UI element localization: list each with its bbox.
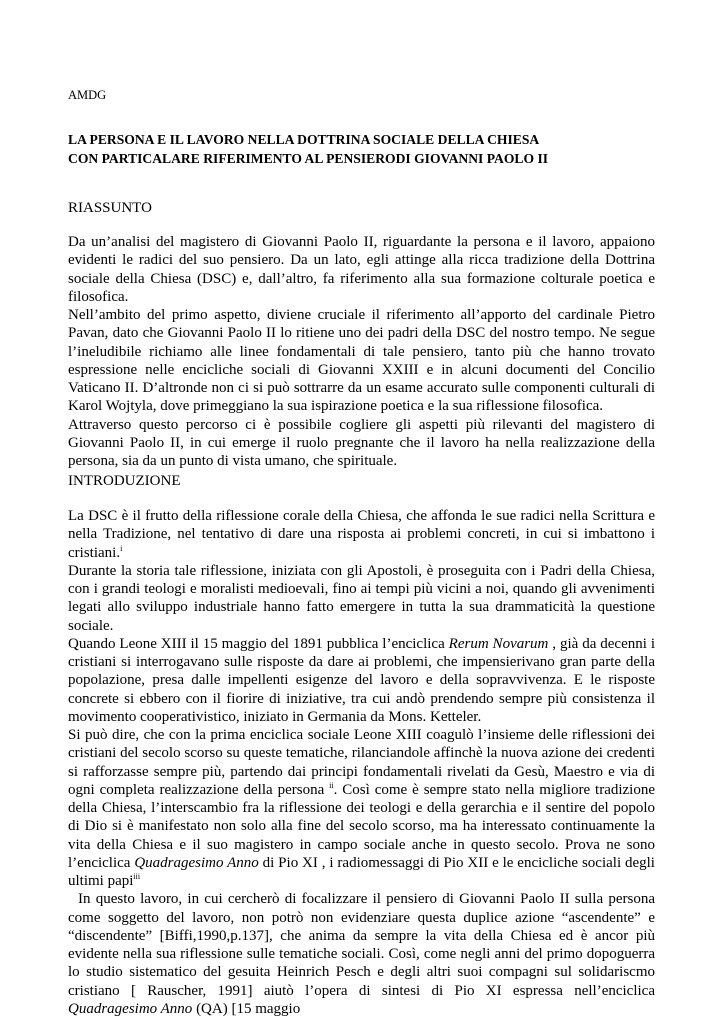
quadragesimo-anno-title-2: Quadragesimo Anno — [68, 1000, 193, 1017]
intro-paragraph-2: Durante la storia tale riflessione, iniziata con gli Apostoli, è proseguita con i Padri della Chiesa, con i grandi teologi e moralisti medioevali, fino ai tempi più vicini a noi, quando gli avvenimenti legati allo sviluppo industriale hanno fatto emergere in tutta la sua drammaticità la questione sociale. — [68, 562, 655, 634]
riassunto-paragraph-3: Attraverso questo percorso ci è possibile cogliere gli aspetti più rilevanti del magistero di Giovanni Paolo II, in cui emerge il ruolo pregnante che il lavoro ha nella realizzazione della persona, sia da un punto di vista umano, che spirituale. — [68, 416, 655, 469]
intro-p5-text-a: In questo lavoro, in cui cercherò di focalizzare il pensiero di Giovanni Paolo II sulla persona come soggetto del lavoro, non potrò non evidenziare questa duplice azione “ascendente” e “discendente” [Biffi,1990,p.137], che anima da sempre la vita della Chiesa ed è ancor più evidente nella sua riflessione sulle tematiche sociali. Così, come negli anni del primo dopoguerra lo studio sistematico del gesuita Heinrich Pesch e degli altri suoi compagni sul solidariscmo cristiano [ Rauscher, 1991] aiutò l’opera di sintesi di Pio XI espressa nell’enciclica — [68, 891, 655, 999]
intro-paragraph-1 — [68, 507, 655, 562]
title-line-2: CON PARTICALARE RIFERIMENTO AL PENSIERODI GIOVANNI PAOLO II — [68, 151, 549, 166]
intro-p1-text: La DSC è il frutto della riflessione corale della Chiesa, che affonda le sue radici nella Scrittura e nella Tradizione, nel tentativo di dare una risposta ai problemi concreti, in cui si imbattono i cristiani. — [68, 508, 655, 561]
header-amdg: AMDG — [68, 88, 107, 102]
intro-p3-text-a: Quando Leone XIII il 15 maggio del 1891 pubblica l’enciclica — [68, 635, 449, 652]
title-line-1: LA PERSONA E IL LAVORO NELLA DOTTRINA SOCIALE DELLA CHIESA — [68, 132, 540, 147]
footnote-ref-i[interactable]: i — [120, 543, 123, 553]
intro-paragraph-5 — [68, 890, 655, 1018]
footnote-ref-iii[interactable]: iii — [133, 872, 141, 881]
introduzione-section — [68, 507, 655, 1018]
intro-p4-text-c: di Pio XI , i radiomessaggi di Pio XII e le encicliche sociali degli ultimi papi — [68, 854, 655, 889]
rerum-novarum-title: Rerum Novarum — [448, 635, 549, 652]
document-title — [68, 130, 548, 168]
riassunto-paragraph-1: Da un’analisi del magistero di Giovanni Paolo II, riguardante la persona e il lavoro, appaiono evidenti le radici del suo pensiero. Da un lato, egli attinge alla ricca tradizione della Dottrina sociale della Chiesa (DSC) e, dall’altro, fa riferimento alla sua formazione colturale poetica e filosofica. — [68, 234, 655, 305]
intro-p5-text-b: (QA) [15 maggio — [192, 1000, 301, 1017]
riassunto-heading: RIASSUNTO — [68, 200, 152, 216]
riassunto-section — [68, 233, 655, 470]
footnote-ref-ii[interactable]: ii — [329, 780, 334, 790]
intro-p4-text-a: Si può dire, che con la prima enciclica sociale Leone XIII coagulò l’insieme delle riflessioni dei cristiani del secolo scorso su queste tematiche, rilanciandole affinchè la nuova azione dei credenti si rafforzasse sempre più, partendo dai principi fondamentali rivelati da Gesù, Maestro e via di ogni completa realizzazione della persona — [68, 727, 655, 798]
quadragesimo-anno-title: Quadragesimo Anno — [134, 854, 259, 871]
intro-paragraph-3 — [68, 635, 655, 726]
intro-p4-text-b: . Così come è sempre stato nella migliore tradizione della Chiesa, l’interscambio fra la riflessione dei teologi e della gerarchia e il sentire del popolo di Dio si è manifestato non solo alla fine del secolo scorso, ma ha interessato continuamente la vita della Chiesa e il suo magistero in campo sociale anche in questo secolo. Prova ne sono l’enciclica — [68, 781, 655, 871]
intro-p3-text-b: , già da decenni i cristiani si interrogavano sulle risposte da dare ai problemi, che impensierivano gran parte della popolazione, presa dalle impellenti esigenze del lavoro e della sopravvivenza. E le risposte concrete si ebbero con il fiorire di iniziative, tra cui andò prendendo sempre più consistenza il movimento cooperativistico, iniziato in Germania da Mons. Ketteler. — [68, 635, 655, 725]
intro-paragraph-4 — [68, 726, 655, 890]
riassunto-paragraph-2: Nell’ambito del primo aspetto, diviene cruciale il riferimento all’apporto del cardinale Pietro Pavan, dato che Giovanni Paolo II lo ritiene uno dei padri della DSC del nostro tempo. Ne segue l’ineludibile richiamo alle linee fondamentali di tale pensiero, tanto più che hanno trovato espressione nelle encicliche sociali di Giovanni XXIII e in alcuni documenti del Concilio Vaticano II. D’altronde non ci si può sottrarre da un esame accurato sulle componenti culturali di Karol Wojtyla, dove primeggiano la sua ispirazione poetica e la sua riflessione filosofica. — [68, 307, 655, 415]
introduzione-heading: INTRODUZIONE — [68, 473, 181, 489]
